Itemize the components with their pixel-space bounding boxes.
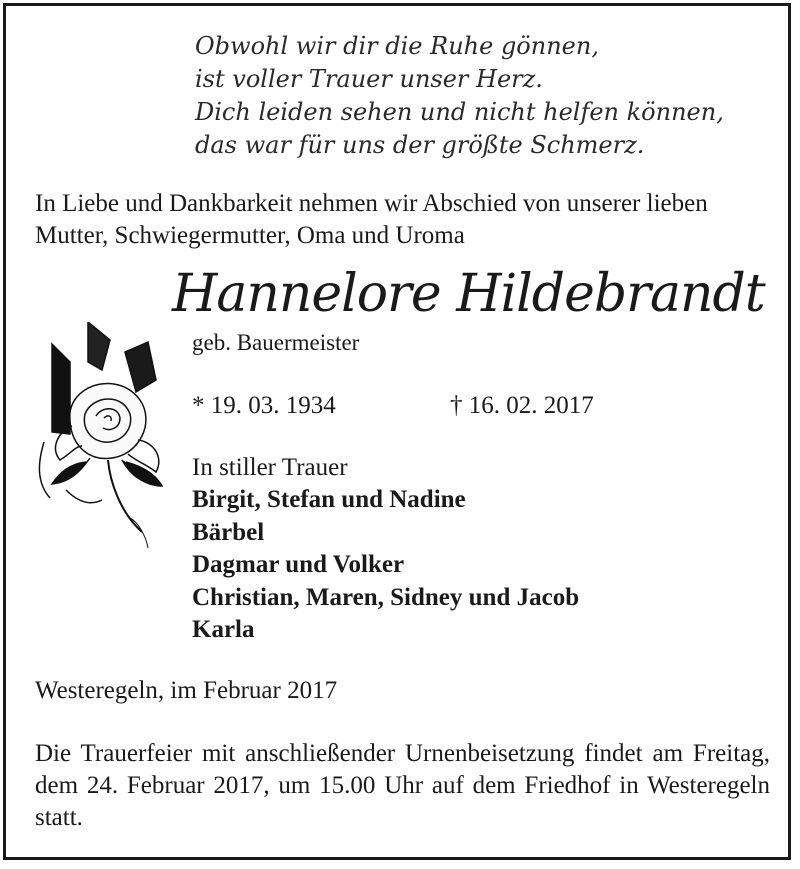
- mourner-name: Christian, Maren, Sidney und Jacob: [192, 583, 580, 611]
- mourner-name: Karla: [192, 616, 255, 643]
- intro-text: In Liebe und Dankbarkeit nehmen wir Abschied von unserer lieben Mutter, Schwiegermutter, Oma und Uroma: [35, 190, 708, 249]
- poem-line: Obwohl wir dir die Ruhe gönnen,: [195, 32, 599, 60]
- funeral-info: Die Trauerfeier mit anschließender Urnenbeisetzung findet am Freitag, dem 24. Februar 2017, um 15.00 Uhr auf dem Friedhof in Westeregeln statt.: [35, 740, 770, 831]
- poem-line: Dich leiden sehen und nicht helfen können,: [195, 98, 724, 126]
- poem: [195, 30, 724, 162]
- mourner-list: [192, 484, 579, 647]
- mourner-name: Dagmar und Volker: [192, 551, 405, 578]
- rose-icon: [30, 322, 170, 552]
- deceased-name: Hannelore Hildebrandt: [172, 264, 765, 324]
- birth-name: geb. Bauermeister: [192, 330, 360, 355]
- mourner-name: Bärbel: [192, 518, 265, 546]
- birth-date: * 19. 03. 1934: [192, 392, 336, 419]
- place-date: Westeregeln, im Februar 2017: [35, 677, 338, 704]
- mourner-name: Birgit, Stefan und Nadine: [192, 486, 466, 513]
- poem-line: das war für uns der größte Schmerz.: [195, 131, 645, 159]
- mourning-label: In stiller Trauer: [192, 454, 348, 481]
- poem-line: ist voller Trauer unser Herz.: [195, 65, 543, 93]
- death-date: † 16. 02. 2017: [450, 392, 594, 419]
